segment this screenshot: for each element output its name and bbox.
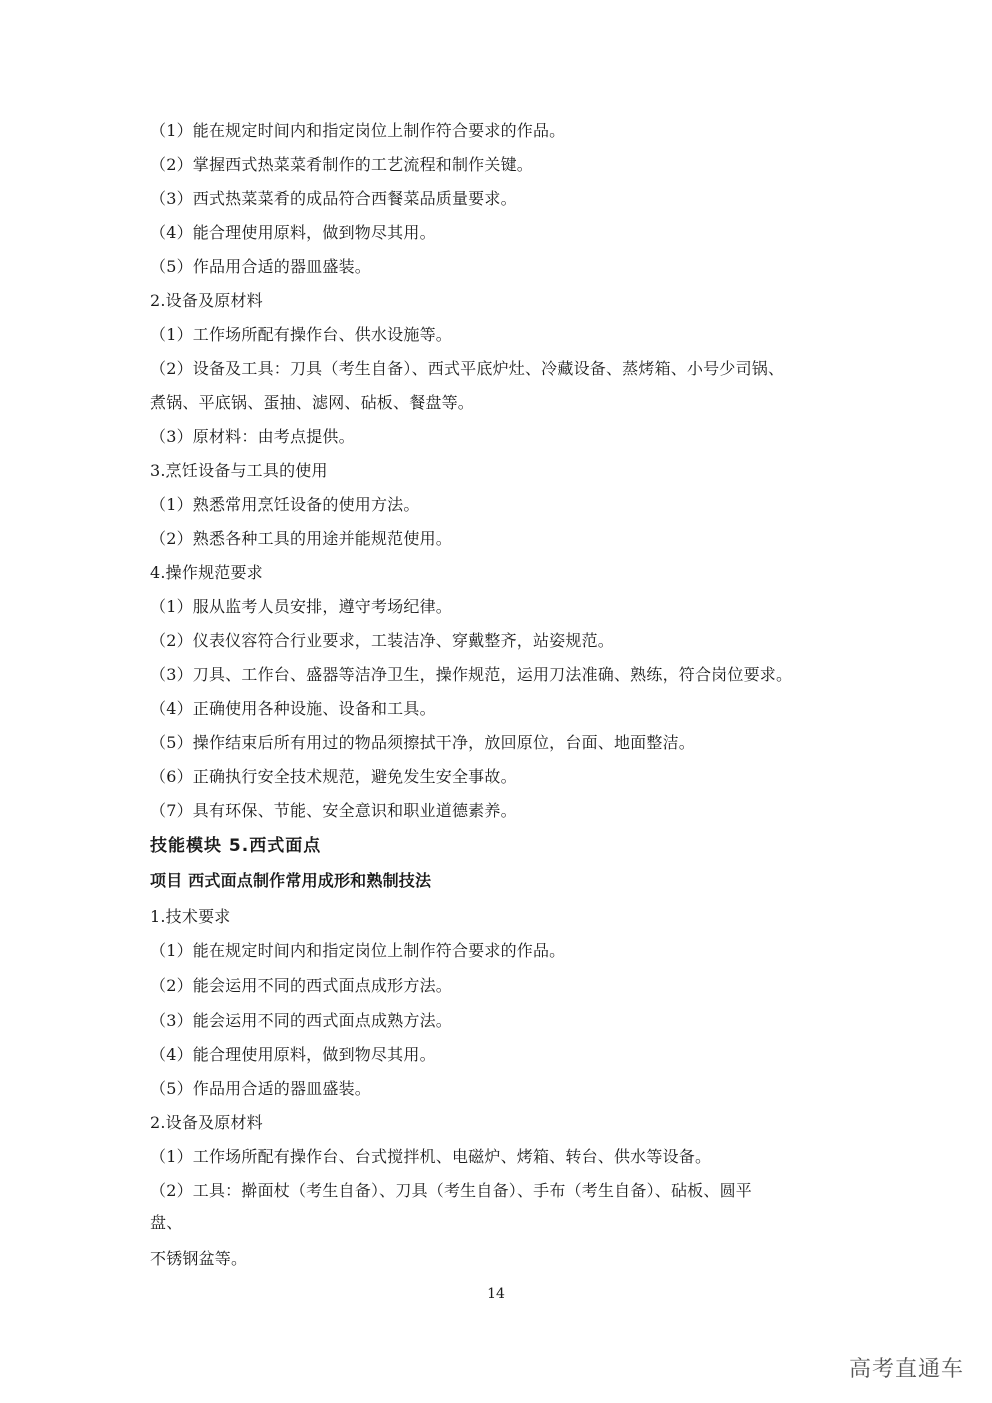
text-line: 煮锅、平底锅、蛋抽、滤网、砧板、餐盘等。 [150,393,475,412]
subsection-heading: 项目 西式面点制作常用成形和熟制技法 [150,871,432,890]
text-line: （4）正确使用各种设施、设备和工具。 [150,699,436,718]
text-line: （3）刀具、工作台、盛器等洁净卫生，操作规范，运用刀法准确、熟练，符合岗位要求。 [150,665,793,684]
text-line: （7）具有环保、节能、安全意识和职业道德素养。 [150,801,517,820]
text-line: 2.设备及原材料 [150,1113,263,1132]
text-line: （5）作品用合适的器皿盛装。 [150,1079,371,1098]
text-line: 2.设备及原材料 [150,291,263,310]
text-line: （2）仪表仪容符合行业要求，工装洁净、穿戴整齐，站姿规范。 [150,631,614,650]
text-line: （1）工作场所配有操作台、台式搅拌机、电磁炉、烤箱、转台、供水等设备。 [150,1147,712,1166]
text-line: （1）熟悉常用烹饪设备的使用方法。 [150,495,420,514]
text-line: （1）工作场所配有操作台、供水设施等。 [150,325,452,344]
text-line: 盘、 [150,1213,183,1232]
text-line: （1）服从监考人员安排，遵守考场纪律。 [150,597,452,616]
text-line: （2）掌握西式热菜菜肴制作的工艺流程和制作关键。 [150,155,533,174]
section-heading: 技能模块 5.西式面点 [150,836,322,856]
text-line: （2）设备及工具：刀具（考生自备）、西式平底炉灶、冷藏设备、蒸烤箱、小号少司锅、 [150,359,785,378]
text-line: （5）操作结束后所有用过的物品须擦拭干净，放回原位，台面、地面整洁。 [150,733,695,752]
text-line: （3）原材料：由考点提供。 [150,427,355,446]
text-line: （3）西式热菜菜肴的成品符合西餐菜品质量要求。 [150,189,517,208]
text-line: （1）能在规定时间内和指定岗位上制作符合要求的作品。 [150,121,566,140]
text-line: （2）工具：擀面杖（考生自备）、刀具（考生自备）、手布（考生自备）、砧板、圆平 [150,1181,752,1200]
text-line: （2）熟悉各种工具的用途并能规范使用。 [150,529,452,548]
text-line: （2）能会运用不同的西式面点成形方法。 [150,976,452,995]
text-line: （4）能合理使用原料，做到物尽其用。 [150,223,436,242]
text-line: （4）能合理使用原料，做到物尽其用。 [150,1045,436,1064]
text-line: 4.操作规范要求 [150,563,263,582]
text-line: 不锈钢盆等。 [150,1249,248,1268]
text-line: 3.烹饪设备与工具的使用 [150,461,328,480]
text-line: 1.技术要求 [150,907,231,926]
text-line: （6）正确执行安全技术规范，避免发生安全事故。 [150,767,517,786]
text-line: （1）能在规定时间内和指定岗位上制作符合要求的作品。 [150,941,566,960]
text-line: （3）能会运用不同的西式面点成熟方法。 [150,1011,452,1030]
text-line: （5）作品用合适的器皿盛装。 [150,257,371,276]
watermark-text: 高考直通车 [848,1357,964,1382]
page-number: 14 [487,1286,505,1302]
